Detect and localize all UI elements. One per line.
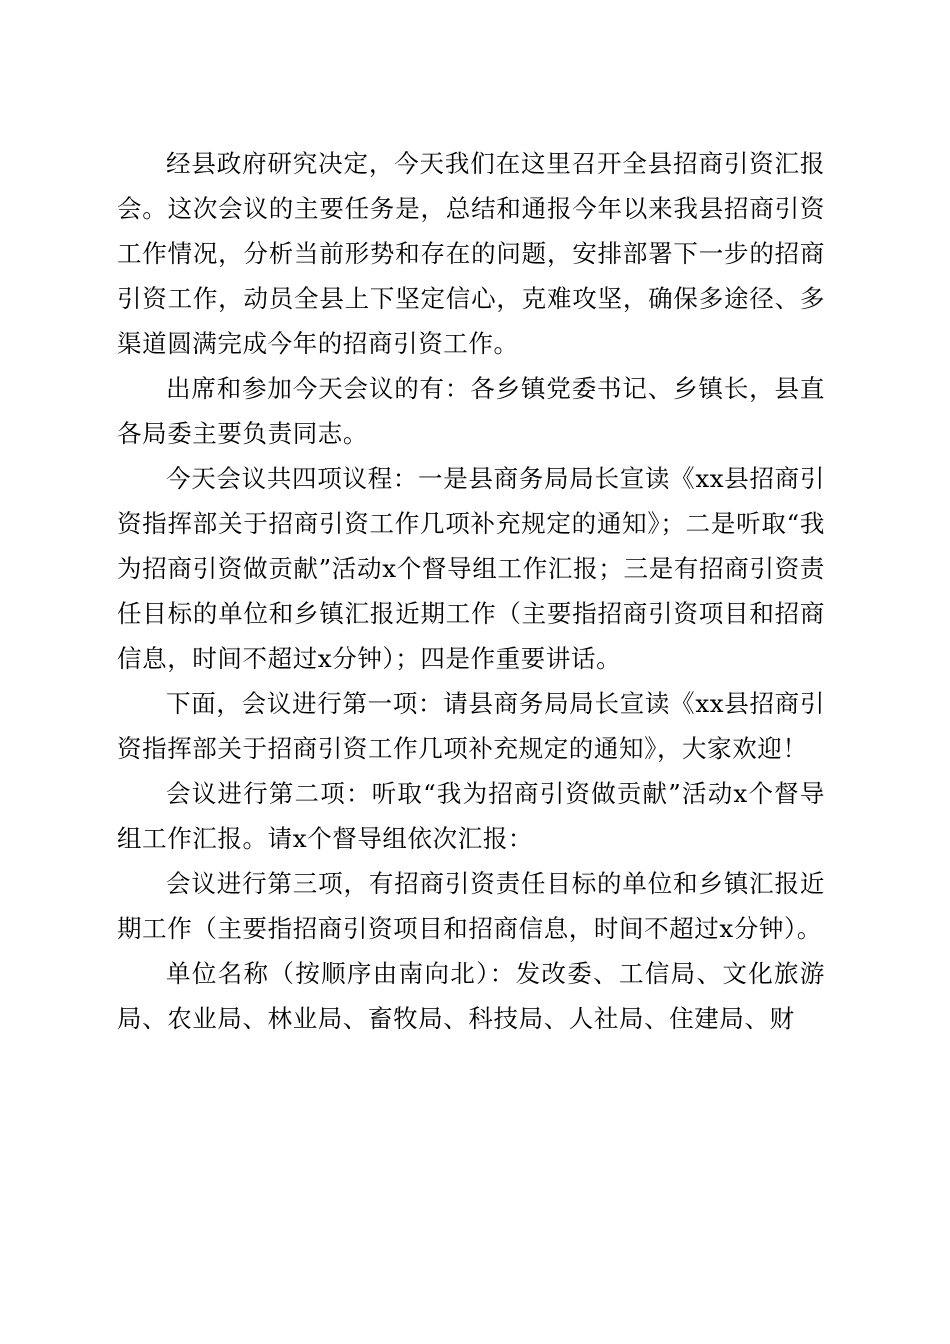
paragraph-agenda: 今天会议共四项议程：一是县商务局局长宣读《xx县招商引资指挥部关于招商引资工作几项补充规定的通知》；二是听取“我为招商引资做贡献”活动x个督导组工作汇报；三是有招商引资责任目标的单位和乡镇汇报近期工作（主要指招商引资项目和招商信息，时间不超过x分钟）；四是作重要讲话。: [117, 464, 825, 673]
document-body: [117, 141, 825, 1041]
paragraph-unit-list: 单位名称（按顺序由南向北）：发改委、工信局、文化旅游局、农业局、林业局、畜牧局、科技局、人社局、住建局、财: [117, 959, 825, 1033]
paragraph-item-one: 下面，会议进行第一项：请县商务局局长宣读《xx县招商引资指挥部关于招商引资工作几项补充规定的通知》，大家欢迎！: [117, 689, 825, 763]
paragraph-attendees: 出席和参加今天会议的有：各乡镇党委书记、乡镇长，县直各局委主要负责同志。: [117, 374, 825, 448]
paragraph-item-three: 会议进行第三项，有招商引资责任目标的单位和乡镇汇报近期工作（主要指招商引资项目和招商信息，时间不超过x分钟）。: [117, 869, 825, 943]
paragraph-item-two: 会议进行第二项：听取“我为招商引资做贡献”活动x个督导组工作汇报。请x个督导组依次汇报：: [117, 779, 825, 853]
paragraph-opening: 经县政府研究决定，今天我们在这里召开全县招商引资汇报会。这次会议的主要任务是，总结和通报今年以来我县招商引资工作情况，分析当前形势和存在的问题，安排部署下一步的招商引资工作，动员全县上下坚定信心，克难攻坚，确保多途径、多渠道圆满完成今年的招商引资工作。: [117, 149, 825, 358]
